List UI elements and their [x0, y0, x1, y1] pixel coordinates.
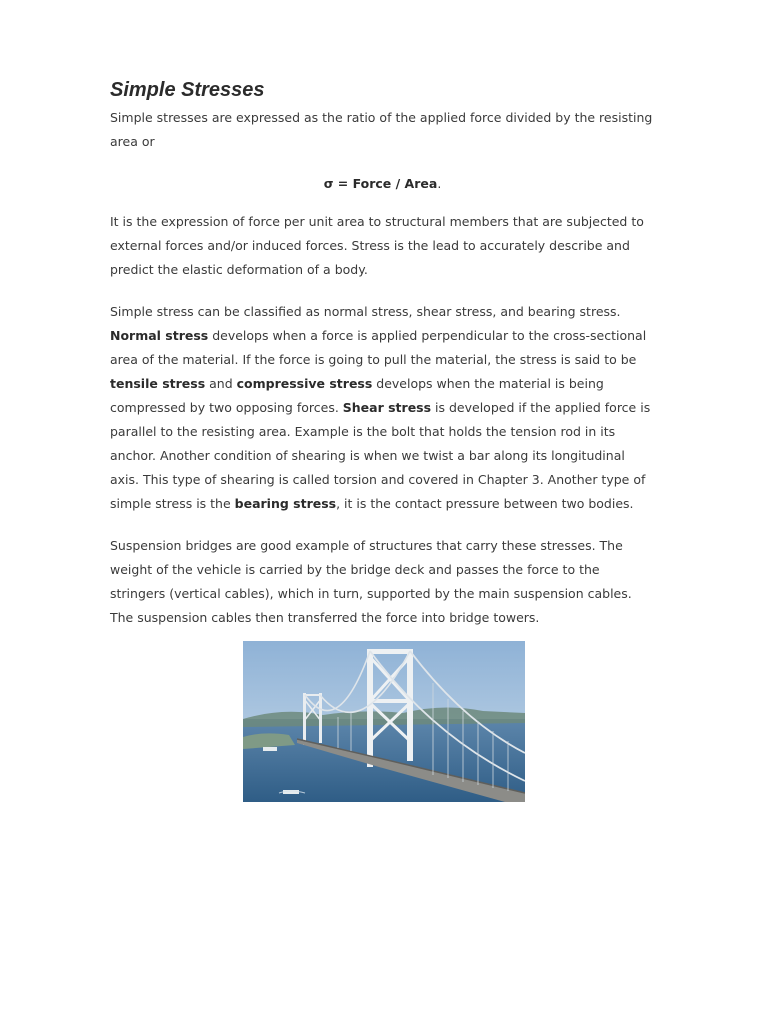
term-tensile-stress: tensile stress	[110, 376, 206, 391]
text-run: , it is the contact pressure between two bodies.	[336, 496, 634, 511]
definition-paragraph: It is the expression of force per unit area to structural members that are subjected to external forces and/or induced forces. Stress is the lead to accurately describe and predict the elastic deformation of a body.	[110, 214, 644, 277]
text-run: develops when a force is applied perpendicular to the cross-sectional area of the material. If the force is going to pull the material, the stress is said to be	[110, 328, 647, 367]
bridge-paragraph: Suspension bridges are good example of structures that carry these stresses. The weight of the vehicle is carried by the bridge deck and passes the force to the stringers (vertical cables), which in turn, supported by the main suspension cables. The suspension cables then transferred the force into bridge towers.	[110, 538, 632, 625]
document-body	[110, 76, 655, 648]
intro-paragraph: Simple stresses are expressed as the ratio of the applied force divided by the resisting area or	[110, 110, 653, 149]
text-run: is developed if the applied force is parallel to the resisting area. Example is the bolt that holds the tension rod in its anchor. Another condition of shearing is when we twist a bar along its longitudinal axis. This type of shearing is called torsion and covered in Chapter 3. Another type of simple stress is the	[110, 400, 651, 511]
classification-paragraph	[110, 300, 655, 516]
term-shear-stress: Shear stress	[342, 400, 432, 415]
boat	[263, 747, 277, 751]
text-run: Simple stress can be classified as normal stress, shear stress, and bearing stress.	[110, 304, 621, 319]
term-normal-stress: Normal stress	[110, 328, 209, 343]
term-bearing-stress: bearing stress	[234, 496, 337, 511]
formula-period: .	[437, 176, 442, 191]
text-run: and	[205, 376, 237, 391]
text-run: develops when the material is being compressed by two opposing forces.	[110, 376, 604, 415]
formula-text: σ = Force / Area	[323, 176, 438, 191]
bridge-illustration	[243, 641, 525, 802]
stress-formula	[110, 172, 655, 196]
term-compressive-stress: compressive stress	[236, 376, 373, 391]
page-title: Simple Stresses	[110, 79, 265, 101]
suspension-bridge-photo	[243, 641, 525, 802]
